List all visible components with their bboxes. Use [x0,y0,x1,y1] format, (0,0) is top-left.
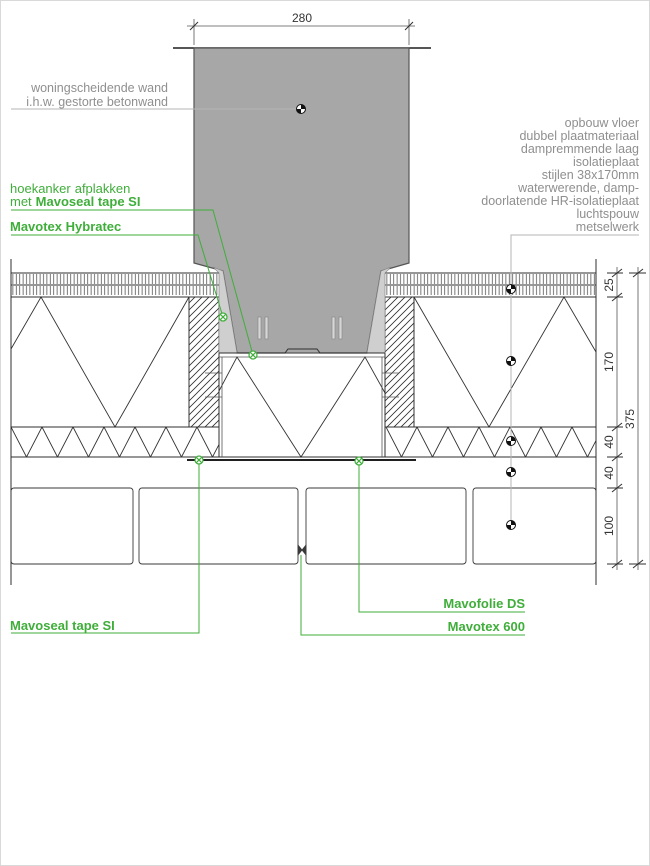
dimension-segment-label: 170 [602,351,616,373]
stud-left [189,297,219,427]
dimension-width-label: 280 [291,11,313,25]
board-layer-lower [11,286,219,295]
dimension-segment-label: 40 [602,435,616,449]
wall-label-line: woningscheidende wand [31,81,168,95]
hybratec-label: Mavotex Hybratec [10,219,122,234]
dimension-chain [602,267,646,570]
anchor-note-word: afplakken [74,181,131,196]
tick [607,423,623,431]
insulation-right [414,297,596,427]
construction-detail-drawing [1,1,650,866]
mavotex-600-annotation [301,555,525,635]
dimension-total-label: 375 [623,408,637,430]
mavotex-600-label: Mavotex 600 [447,619,525,634]
hr-insulation-right [386,427,603,457]
anchor-note-product: Mavoseal tape SI [35,194,141,209]
board-layer-lower [385,286,596,295]
tick [607,484,623,492]
wall-label-line: i.h.w. gestorte betonwand [26,95,168,109]
joint-tape-bowtie [298,545,306,555]
anchor-bolt [258,317,261,339]
layer-marker-icon [297,105,306,114]
buildup-label-line: isolatieplaat [572,155,639,169]
joint-tape-icon [298,545,306,555]
buildup-label-line: waterwerende, damp- [518,181,639,195]
anchor-note-prefix: met [10,194,32,209]
product-marker-icon [219,313,227,321]
buildup-label-line: metselwerk [575,220,639,234]
layer-marker-icon [507,357,516,366]
anchor-bolt [265,317,268,339]
tick [607,560,623,568]
folie-label: Mavofolie DS [443,596,525,611]
insulation-center [219,357,385,457]
top-dimension [187,11,415,45]
floor-boards-left [11,273,219,297]
floor-buildup-annotation [481,116,640,525]
product-marker-icon [355,457,363,465]
brick [139,488,298,564]
tick [629,269,646,277]
hr-insulation-left [11,427,228,457]
brick [473,488,596,564]
tick [629,560,646,568]
buildup-label-line: opbouw vloer [564,116,639,130]
dimension-segment-label: 100 [602,515,616,537]
buildup-label-line: stijlen 38x170mm [541,168,639,182]
buildup-label-line: doorlatende HR-isolatieplaat [481,194,639,208]
layer-marker-icon [507,285,516,294]
layer-marker-icon [507,468,516,477]
buildup-label-line: dubbel plaatmateriaal [519,129,639,143]
dimension-segment-label: 25 [602,278,616,292]
board-layer-upper [385,274,596,284]
tick [607,269,623,277]
dimension-segment-label: 40 [602,466,616,480]
tape-bottom-label: Mavoseal tape SI [10,618,115,633]
buildup-label-line: luchtspouw [576,207,639,221]
insulation-left [11,297,189,427]
anchor-bolt [339,317,342,339]
anchor-note-word: hoekanker [10,181,71,196]
floor-boards-right [385,273,596,297]
buildup-label-line: dampremmende laag [520,142,639,156]
anchor-bolt [332,317,335,339]
brick [11,488,133,564]
stud-right [385,297,414,427]
brick [306,488,466,564]
board-layer-upper [11,274,219,284]
product-marker-icon [195,456,203,464]
layer-marker-icon [507,437,516,446]
anchor-note-line-2 [10,194,140,209]
tick [607,293,623,301]
layer-marker-icon [507,521,516,530]
product-marker-icon [249,351,257,359]
tick [607,453,623,461]
